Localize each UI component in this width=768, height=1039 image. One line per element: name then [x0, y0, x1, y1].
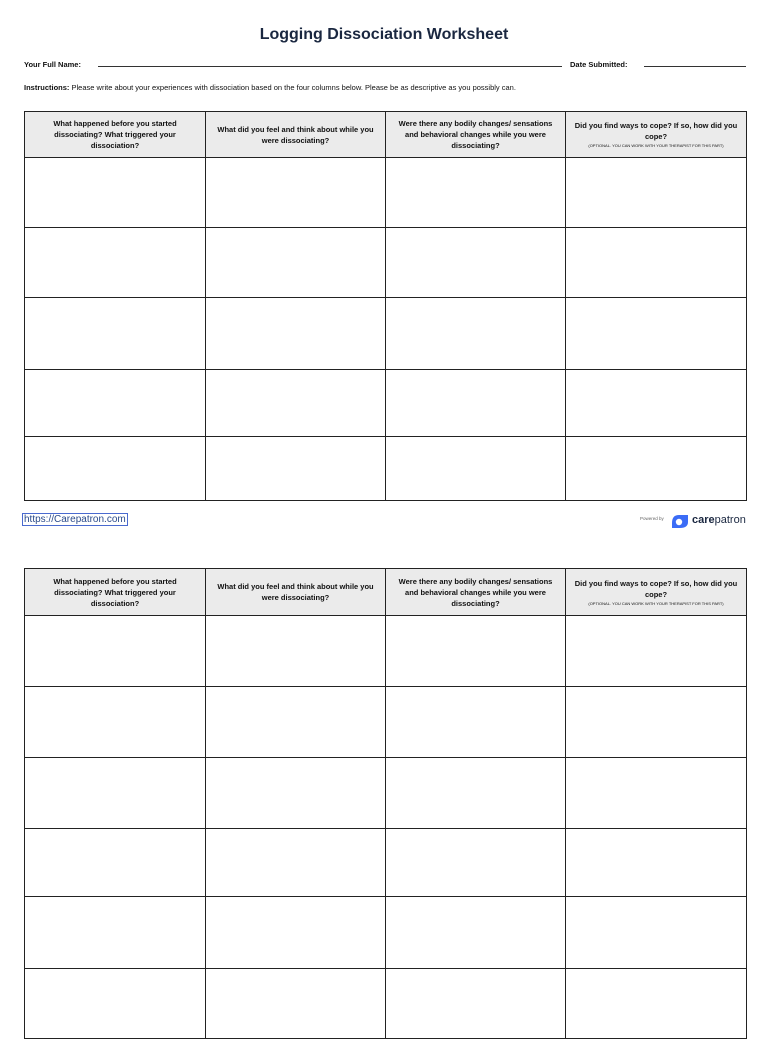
entry-cell[interactable] — [386, 897, 566, 969]
entry-cell[interactable] — [386, 616, 566, 687]
header-feelings: What did you feel and think about while you were dissociating? — [206, 569, 386, 616]
header-coping — [566, 112, 747, 158]
table-row — [25, 228, 747, 298]
entry-cell[interactable] — [566, 758, 747, 829]
header-coping-note: (OPTIONAL. YOU CAN WORK WITH YOUR THERAPIST FOR THIS PART) — [588, 143, 724, 148]
table-row — [25, 616, 747, 687]
entry-cell[interactable] — [566, 897, 747, 969]
header-coping-text: Did you find ways to cope? If so, how did you cope? — [574, 578, 738, 599]
brand-name: carepatron — [692, 514, 746, 526]
instructions-text: Please write about your experiences with dissociation based on the four columns below. Please be as descriptive as you possibly can. — [71, 83, 516, 92]
entry-cell[interactable] — [386, 437, 566, 501]
entry-cell[interactable] — [206, 298, 386, 370]
page-title: Logging Dissociation Worksheet — [259, 26, 509, 43]
table-row — [25, 370, 747, 437]
full-name-field[interactable] — [98, 66, 562, 67]
entry-cell[interactable] — [25, 437, 206, 501]
instructions-label: Instructions: — [24, 83, 70, 92]
entry-cell[interactable] — [206, 687, 386, 758]
entry-cell[interactable] — [206, 969, 386, 1039]
entry-cell[interactable] — [566, 298, 747, 370]
entry-cell[interactable] — [566, 228, 747, 298]
entry-cell[interactable] — [25, 829, 206, 897]
entry-cell[interactable] — [386, 298, 566, 370]
entry-cell[interactable] — [386, 829, 566, 897]
entry-cell[interactable] — [206, 158, 386, 228]
entry-cell[interactable] — [566, 829, 747, 897]
brand-logo — [640, 512, 748, 530]
date-submitted-label: Date Submitted: — [570, 60, 628, 69]
entry-cell[interactable] — [566, 616, 747, 687]
entry-cell[interactable] — [566, 158, 747, 228]
entry-cell[interactable] — [386, 158, 566, 228]
entry-cell[interactable] — [206, 897, 386, 969]
entry-cell[interactable] — [206, 370, 386, 437]
header-coping-note: (OPTIONAL. YOU CAN WORK WITH YOUR THERAPIST FOR THIS PART) — [588, 600, 724, 606]
table-row — [25, 687, 747, 758]
form-fields — [24, 59, 746, 71]
entry-cell[interactable] — [566, 687, 747, 758]
carepatron-logo-icon — [670, 513, 690, 529]
table-row — [25, 298, 747, 370]
entry-cell[interactable] — [206, 228, 386, 298]
instructions — [24, 83, 746, 92]
date-submitted-field[interactable] — [644, 66, 746, 67]
entry-cell[interactable] — [386, 228, 566, 298]
entry-cell[interactable] — [206, 829, 386, 897]
entry-cell[interactable] — [206, 437, 386, 501]
table-row — [25, 829, 747, 897]
table-row — [25, 969, 747, 1039]
header-trigger: What happened before you started dissociating? What triggered your dissociation? — [25, 569, 206, 616]
header-coping — [566, 569, 747, 616]
entry-cell[interactable] — [25, 370, 206, 437]
table-row — [25, 437, 747, 501]
entry-cell[interactable] — [386, 969, 566, 1039]
entry-cell[interactable] — [25, 616, 206, 687]
entry-cell[interactable] — [25, 158, 206, 228]
entry-cell[interactable] — [25, 298, 206, 370]
header-feelings: What did you feel and think about while you were dissociating? — [206, 112, 386, 158]
entry-cell[interactable] — [25, 758, 206, 829]
entry-cell[interactable] — [25, 897, 206, 969]
table-row — [25, 758, 747, 829]
header-row — [25, 112, 747, 158]
entry-cell[interactable] — [25, 969, 206, 1039]
header-coping-text: Did you find ways to cope? If so, how did you cope? — [574, 121, 738, 141]
entry-cell[interactable] — [206, 758, 386, 829]
header-row — [25, 569, 747, 616]
entry-cell[interactable] — [566, 437, 747, 501]
log-table-2 — [24, 568, 747, 1039]
powered-by-label: Powered by — [640, 516, 664, 521]
entry-cell[interactable] — [206, 616, 386, 687]
entry-cell[interactable] — [25, 228, 206, 298]
entry-cell[interactable] — [566, 969, 747, 1039]
entry-cell[interactable] — [386, 370, 566, 437]
header-bodily-changes: Were there any bodily changes/ sensations and behavioral changes while you were dissociating? — [386, 569, 566, 616]
carepatron-link[interactable]: https://Carepatron.com — [24, 514, 126, 525]
entry-cell[interactable] — [386, 687, 566, 758]
log-table-1 — [24, 111, 747, 501]
table-row — [25, 158, 747, 228]
entry-cell[interactable] — [386, 758, 566, 829]
entry-cell[interactable] — [25, 687, 206, 758]
table-row — [25, 897, 747, 969]
header-bodily-changes: Were there any bodily changes/ sensations and behavioral changes while you were dissociating? — [386, 112, 566, 158]
header-trigger: What happened before you started dissociating? What triggered your dissociation? — [25, 112, 206, 158]
full-name-label: Your Full Name: — [24, 60, 81, 69]
entry-cell[interactable] — [566, 370, 747, 437]
